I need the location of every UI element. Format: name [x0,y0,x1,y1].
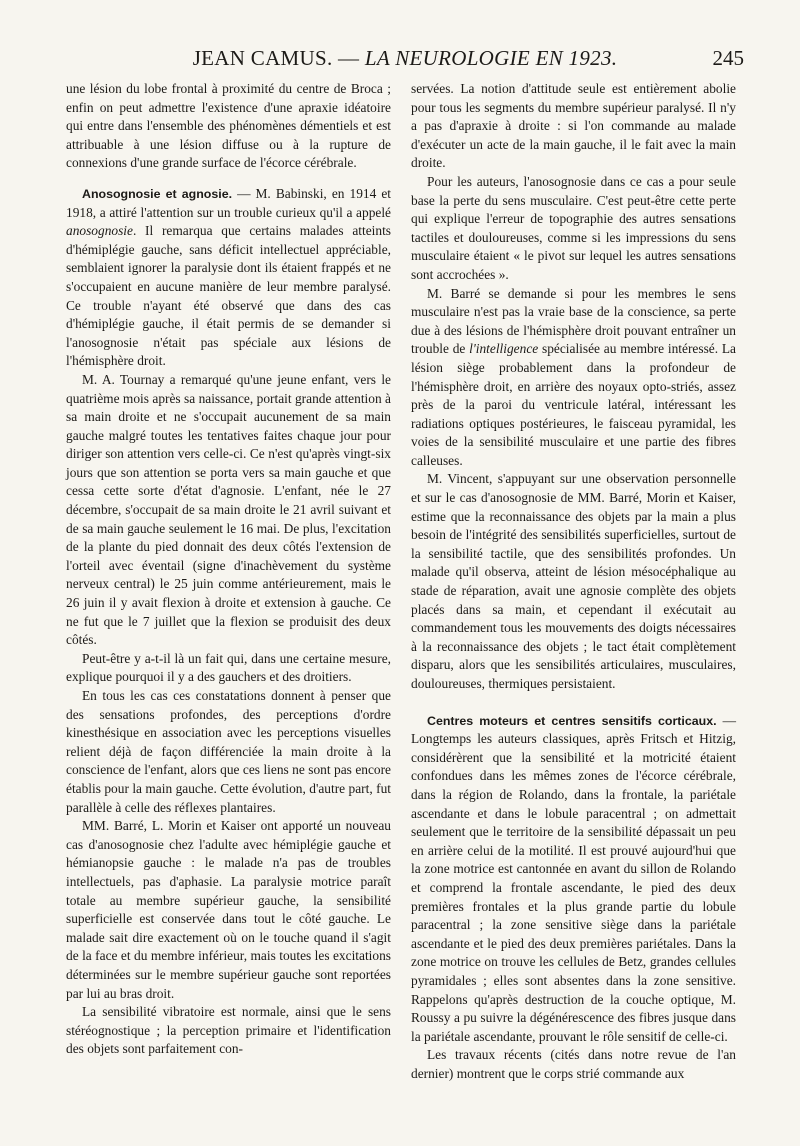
paragraph: MM. Barré, L. Morin et Kaiser ont apporté un nouveau cas d'anosognosie chez l'adulte avec hémiplégie gauche et hémianopsie gauche : le malade n'a pas de troubles intellectuels, pas d'aphasie. La paralysie motrice paraît totale au membre supérieur gauche, la sensibilité superficielle est conservée dans tout le côté gauche. Le malade sait dire exactement où on le touche quand il s'agit de la face et du membre inférieur, mais toutes les excitations déterminées sur le membre supérieur gauche sont reportées par lui au bras droit. [66,818,391,1001]
section-centres [411,712,736,1047]
paragraph-intelligence [411,285,736,471]
paragraph: Peut-être y a-t-il là un fait qui, dans une certaine mesure, explique pourquoi il y a des gauchers et des droitiers. [66,650,391,685]
paragraph: servées. La notion d'attitude seule est entièrement abolie pour tous les segments du membre supérieur paralysé. Il n'y a pas d'apraxie à droite : si l'on commande au malade d'exécuter un acte de la main gauche, il le fait avec la main droite. [411,81,736,171]
paragraph: M. Vincent, s'appuyant sur une observation personnelle et sur le cas d'anosognosie de MM. Barré, Morin et Kaiser, estime que la reconnaissance des objets par la main a plus besoin de l'intégrité des sensibilités superficielles, surtout de la sensibilité tactile, que des sensibilités profondes. Un malade qu'il observa, atteint de lésion mésocéphalique au stade de réparation, avait une agnosie complète des objets placés dans sa main, et cependant il exécutait au commandement tous les mouvements des doigts nécessaires à la reconnaissance des objets ; le tact était complètement disparu, alors que les sensibilités articulaires, musculaires, douloureuses, thermiques persistaient. [411,471,736,691]
paragraph-text: . Il remarqua que certains malades atteints d'hémiplégie gauche, sans déficit intellectuel appréciable, semblaient ignorer la paralysie dont ils étaient frappés et ne s'occupaient en aucune manière de leur membre paralysé. Ce trouble n'ayant été observé que dans des cas d'hémiplégie gauche, il était permis de se demander si l'anosognosie n'était pas spéciale aux lésions de l'hémisphère droit. [66,223,391,369]
title-author: JEAN CAMUS. — [192,46,365,70]
term-anosognosie: anosognosie [66,223,133,239]
left-column [66,80,391,1059]
paragraph-text: — M. Babinski, en 1914 et 1918, a attiré l'attention sur un trouble curieux qu'il a appelé [66,185,391,220]
paragraph: Les travaux récents (cités dans notre revue de l'an dernier) montrent que le corps strié commande aux [411,1047,736,1081]
paragraph: une lésion du lobe frontal à proximité du centre de Broca ; enfin on peut admettre l'existence d'une apraxie idéatoire qui entre dans l'ensemble des phénomènes démentiels et est attribuable à une lésion diffuse ou à la rupture de connexions d'une grande surface de l'écorce cérébrale. [66,81,391,171]
paragraph: La sensibilité vibratoire est normale, ainsi que le sens stéréognostique ; la perception primaire et l'identification des objets sont parfaitement con- [66,1004,391,1057]
right-column [411,80,736,1083]
title-work: LA NEUROLOGIE EN 1923. [364,46,618,70]
paragraph-text: — Longtemps les auteurs classiques, après Fritsch et Hitzig, considérèrent que la sensibilité et la motricité étaient confondues dans les mêmes zones de l'écorce cérébrale, dans la région de Rolando, dans la frontale, la pariétale ascendante et dans le lobule paracentral ; on admettait seulement que le territoire de la sensibilité dépassait un peu en arrière celui de la motilité. Il est prouvé aujourd'hui que la zone motrice est cantonnée en avant du sillon de Rolando et comprend la frontale ascendante, le pied des deux premières frontales et la plus grande partie du lobule paracentral ; la zone sensitive siège dans la pariétale ascendante et le pied des deux premières pariétales. Dans la zone motrice on trouve les cellules de Betz, grandes cellules pyramidales ; elles sont absentes dans la zone sensitive. Rappelons qu'après destruction de la couche optique, M. Roussy a pu suivre la dégénérescence des fibres jusque dans la pariétale ascendante, prouvant le rôle sensitif de celle-ci. [411,712,737,1044]
running-header [66,46,744,74]
section-heading: Centres moteurs et centres sensitifs corticaux. [427,713,717,728]
running-title [66,46,744,71]
term-intelligence: l'intelligence [469,341,539,357]
section-heading: Anosognosie et agnosie. [82,186,233,201]
page-number: 245 [712,46,744,70]
paragraph: M. A. Tournay a remarqué qu'une jeune enfant, vers le quatrième mois après sa naissance, portait grande attention à sa main droite et ne s'occupait aucunement de sa main gauche malgré toutes les tentatives faites chaque jour pour diriger son attention vers celle-ci. Ce n'est qu'après vingt-six jours que son attention se porta vers sa main gauche et que cessa cette sorte d'état d'agnosie. L'enfant, née le 27 décembre, s'occupait de sa main droite le 21 avril suivant et de sa main gauche seulement le 16 mai. De plus, l'excitation de la plante du pied donnait des deux côtés l'extension de l'orteil avec éventail (signe d'inachèvement du système nerveux central) le 25 juin comme antérieurement, mais le 26 juin il y avait flexion à droite et extension à gauche. Ce ne fut que le 7 juillet que la flexion se produisit des deux côtés. [66,371,391,648]
paragraph-text: spécialisée au membre intéressé. La lésion siège probablement dans la profondeur de l'hémisphère droit, en arrière des noyaux opto-striés, assez près de la paroi du ventricule latéral, intéressant les radiations optiques postérieures, le faisceau pyramidal, les voies de la sensibilité musculaire et une partie des fibres calleuses. [411,341,736,468]
paragraph: En tous les cas ces constatations donnent à penser que des sensations profondes, des perceptions d'ordre kinesthésique en association avec les perceptions visuelles relient déjà de façon différenciée la main droite à la conscience de l'enfant, alors que ces liens ne sont pas encore établis pour la main gauche. Cette évolution, d'autre part, fut parallèle à celle des réflexes plantaires. [66,688,391,815]
section-anosognosie [66,185,391,371]
paragraph-text: M. Barré se demande si pour les membres le sens musculaire n'est pas la vraie base de la conscience, sa perte due à des lésions de l'hémisphère droit pouvant entraîner un trouble de [411,285,736,357]
paragraph: Pour les auteurs, l'anosognosie dans ce cas a pour seule base la perte du sens musculaire. C'est peut-être cette perte qui explique l'erreur de topographie des autres sensations tactiles et douloureuses, comme si les impressions du sens musculaire étaient « le pivot sur lequel les autres sensations sont accrochées ». [411,173,736,282]
